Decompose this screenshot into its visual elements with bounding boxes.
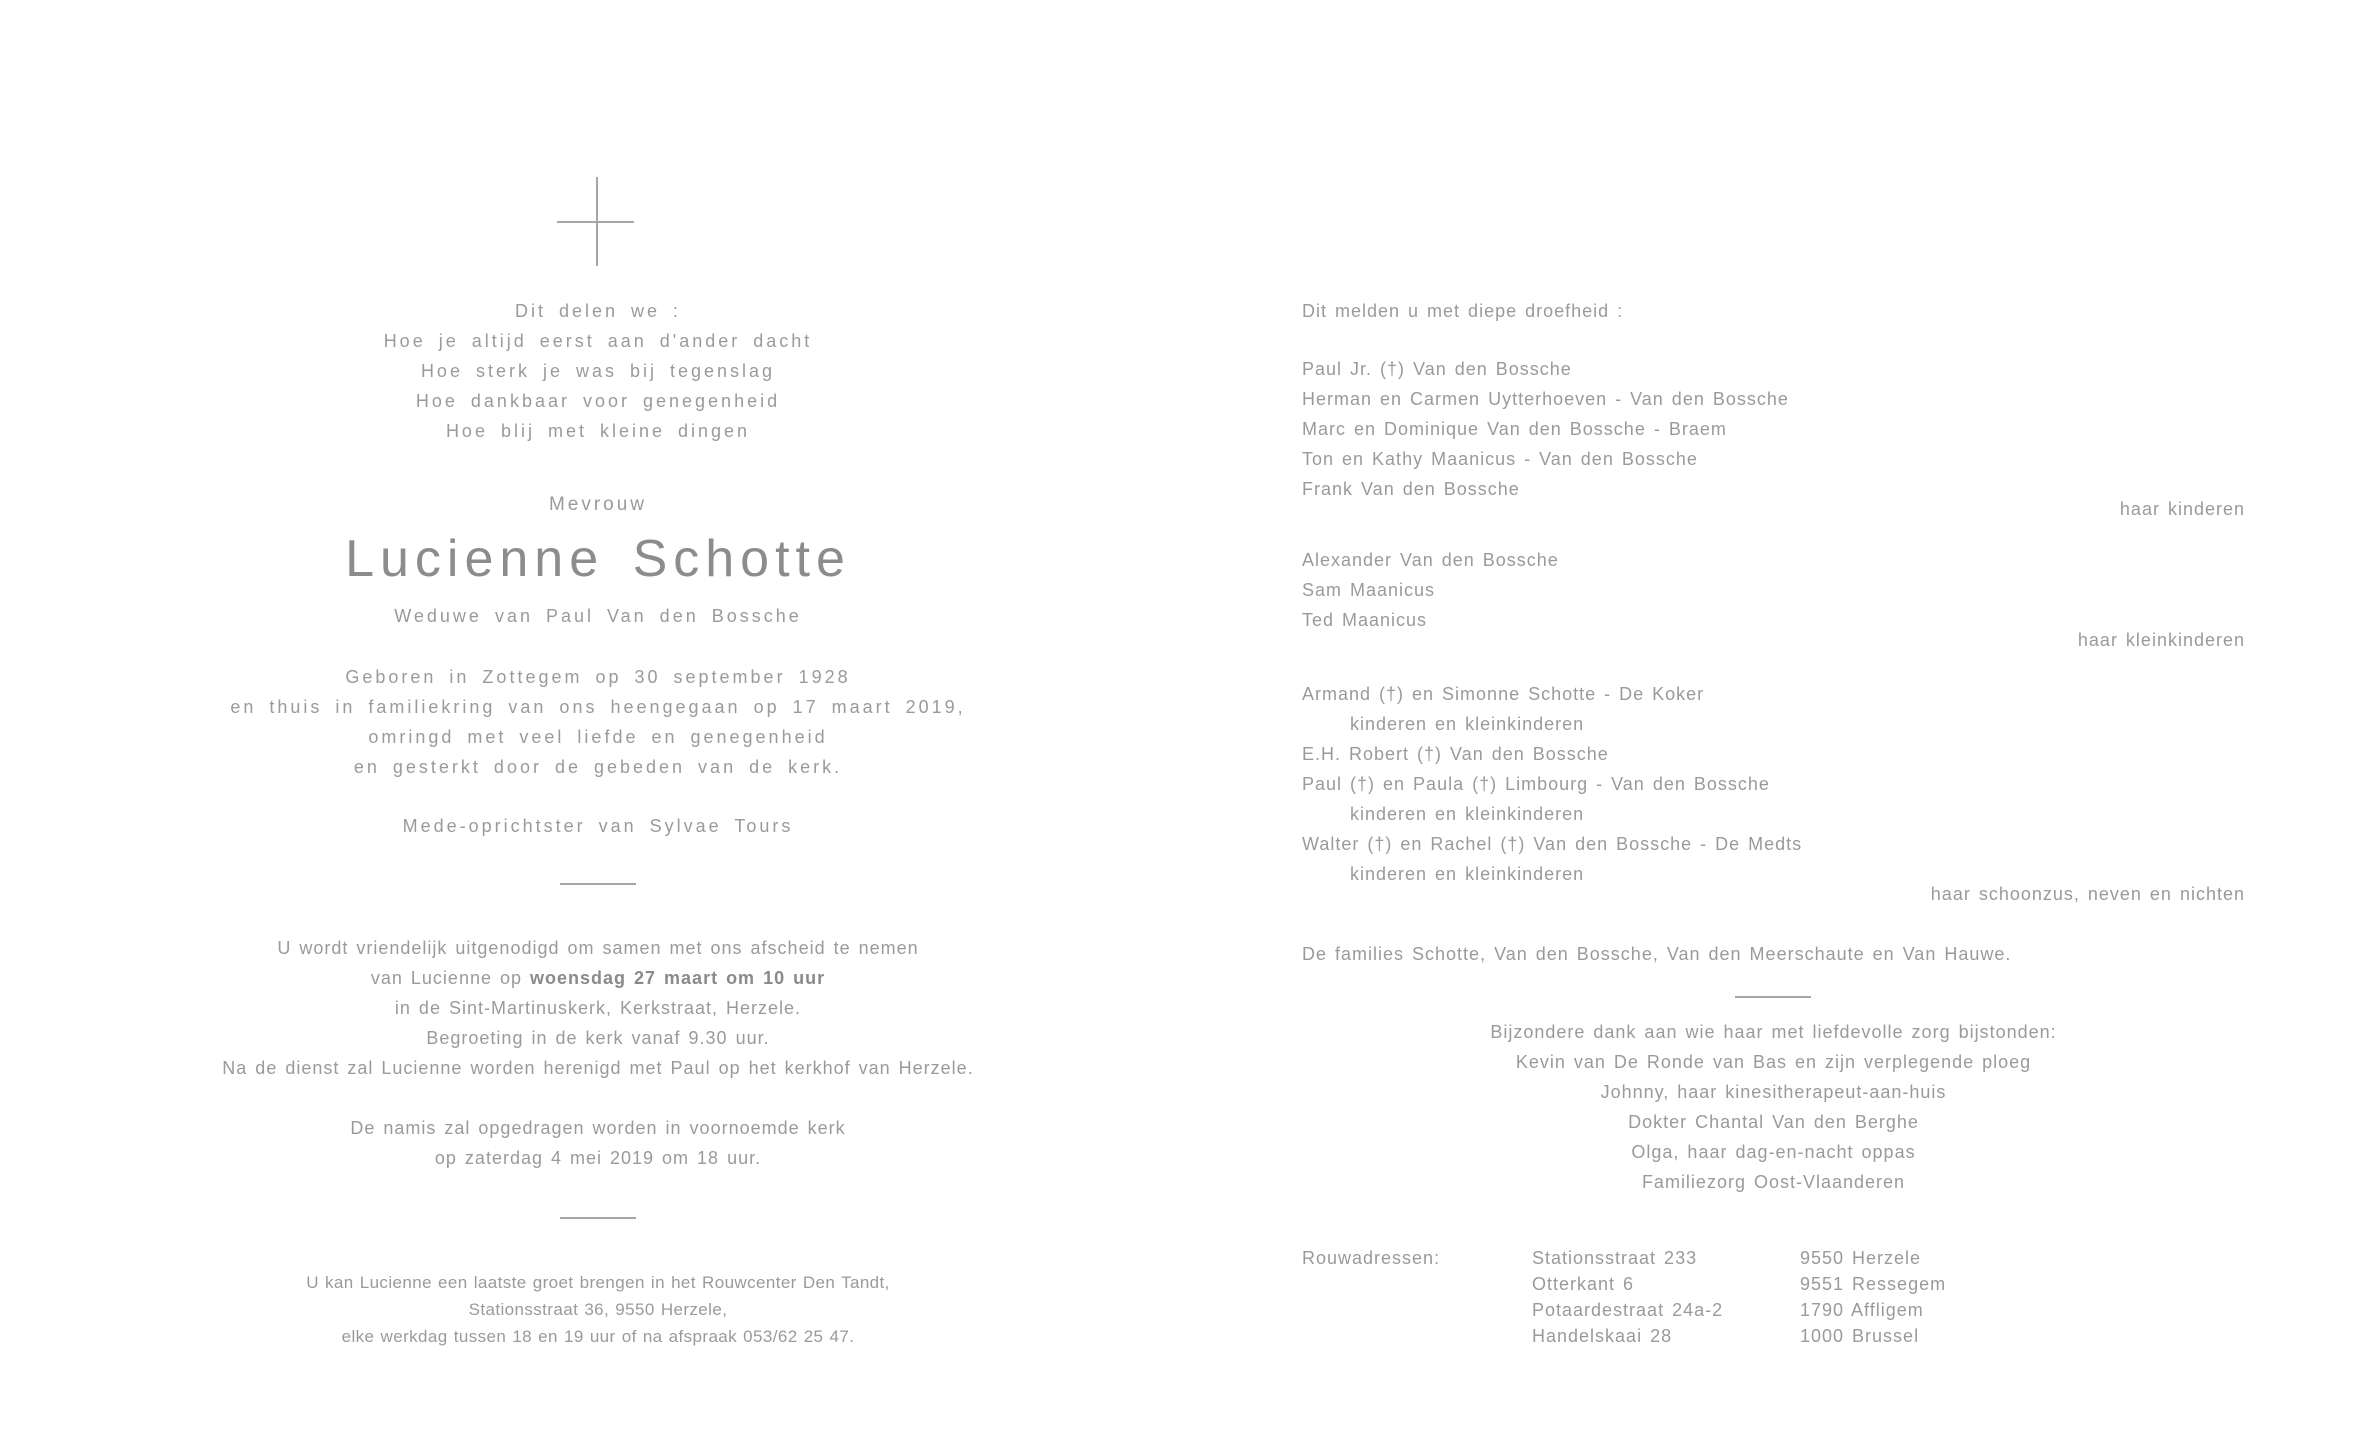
life-line: en thuis in familiekring van ons heengegaan op 17 maart 2019,: [230, 697, 966, 717]
address-city: 9550 Herzele: [1800, 1248, 1922, 1268]
mourner-subline: kinderen en kleinkinderen: [1350, 864, 1585, 884]
mourner-subline: kinderen en kleinkinderen: [1350, 804, 1585, 824]
thanks-line: Bijzondere dank aan wie haar met liefdevolle zorg bijstonden:: [1490, 1022, 2057, 1042]
invitation-line: [0, 963, 1196, 993]
cross-icon: [557, 177, 634, 266]
visitation-block: [0, 1269, 1196, 1350]
mourner-subline: kinderen en kleinkinderen: [1350, 714, 1585, 734]
mourner-name: E.H. Robert (†) Van den Bossche: [1302, 744, 1609, 764]
divider-line: [560, 1217, 636, 1219]
address-street: Stationsstraat 233: [1532, 1248, 1698, 1268]
thanks-line: Familiezorg Oost-Vlaanderen: [1641, 1172, 1906, 1192]
role-line: Mede-oprichtster van Sylvae Tours: [402, 816, 794, 836]
invitation-line: U wordt vriendelijk uitgenodigd om samen met ons afscheid te nemen: [277, 938, 919, 958]
address-row: [1302, 1323, 2245, 1349]
poem-line: Hoe blij met kleine dingen: [445, 421, 751, 441]
poem-line: Dit delen we :: [514, 301, 682, 321]
address-street: Otterkant 6: [1532, 1274, 1635, 1294]
mourner-name: Armand (†) en Simonne Schotte - De Koker: [1302, 684, 1705, 704]
addresses-label-spacer: [1302, 1297, 1532, 1323]
address-row: [1302, 1245, 2245, 1271]
mass-block: [0, 1113, 1196, 1173]
mourner-name: Marc en Dominique Van den Bossche - Braem: [1302, 419, 1727, 439]
mourner-name: Frank Van den Bossche: [1302, 479, 1520, 499]
poem-line: Hoe je altijd eerst aan d'ander dacht: [383, 331, 813, 351]
life-line: en gesterkt door de gebeden van de kerk.: [353, 757, 843, 777]
thanks-line: Dokter Chantal Van den Berghe: [1628, 1112, 1919, 1132]
children-group: [1302, 354, 2245, 520]
thanks-line: Olga, haar dag-en-nacht oppas: [1631, 1142, 1916, 1162]
mourning-addresses: [1302, 1245, 2245, 1349]
grandchildren-group: [1302, 545, 2245, 651]
honorific: Mevrouw: [548, 494, 648, 515]
addresses-label: Rouwadressen:: [1302, 1248, 1441, 1268]
visitation-line: Stationsstraat 36, 9550 Herzele,: [468, 1300, 728, 1319]
address-street: Potaardestraat 24a-2: [1532, 1300, 1724, 1320]
poem-block: [0, 296, 1196, 446]
visitation-line: elke werkdag tussen 18 en 19 uur of na afspraak 053/62 25 47.: [341, 1327, 855, 1346]
address-row: [1302, 1297, 2245, 1323]
poem-line: Hoe dankbaar voor genegenheid: [415, 391, 781, 411]
extended-family-group: [1302, 679, 2245, 905]
mass-line: De namis zal opgedragen worden in voornoemde kerk: [350, 1118, 846, 1138]
cross-horizontal-line: [557, 221, 634, 223]
thanks-line: Johnny, haar kinesitherapeut-aan-huis: [1600, 1082, 1947, 1102]
thanks-line: Kevin van De Ronde van Bas en zijn verplegende ploeg: [1515, 1052, 2032, 1072]
relation-label: haar kinderen: [2119, 499, 2245, 519]
mass-line: op zaterdag 4 mei 2019 om 18 uur.: [434, 1148, 762, 1168]
families-line: De families Schotte, Van den Bossche, Van den Meerschaute en Van Hauwe.: [1302, 944, 2012, 964]
addresses-label-spacer: [1302, 1323, 1532, 1349]
visitation-line: U kan Lucienne een laatste groet brengen in het Rouwcenter Den Tandt,: [306, 1273, 890, 1292]
announcement-intro: Dit melden u met diepe droefheid :: [1302, 301, 1624, 321]
address-city: 9551 Ressegem: [1800, 1274, 1947, 1294]
divider-line: [1735, 996, 1811, 998]
divider-line: [560, 883, 636, 885]
thanks-block: [1302, 1017, 2245, 1197]
mourner-name: Paul Jr. (†) Van den Bossche: [1302, 359, 1572, 379]
life-line: Geboren in Zottegem op 30 september 1928: [345, 667, 851, 687]
relation-label: haar schoonzus, neven en nichten: [1930, 884, 2245, 904]
mourner-name: Paul (†) en Paula (†) Limbourg - Van den Bossche: [1302, 774, 1770, 794]
invitation-line: in de Sint-Martinuskerk, Kerkstraat, Herzele.: [394, 998, 802, 1018]
mourner-name: Alexander Van den Bossche: [1302, 550, 1559, 570]
relation-label: haar kleinkinderen: [2077, 630, 2245, 650]
mourner-name: Herman en Carmen Uytterhoeven - Van den Bossche: [1302, 389, 1789, 409]
invitation-block: [0, 933, 1196, 1083]
address-city: 1000 Brussel: [1800, 1326, 1920, 1346]
mourner-name: Ton en Kathy Maanicus - Van den Bossche: [1302, 449, 1698, 469]
mourner-name: Walter (†) en Rachel (†) Van den Bossche - De Medts: [1302, 834, 1803, 854]
invitation-date-prefix: van Lucienne op: [370, 968, 530, 988]
mourner-name: Ted Maanicus: [1302, 610, 1428, 630]
address-street: Handelskaai 28: [1532, 1326, 1673, 1346]
invitation-date-bold: woensdag 27 maart om 10 uur: [530, 968, 826, 988]
deceased-name: Lucienne Schotte: [345, 530, 851, 588]
life-line: omringd met veel liefde en genegenheid: [368, 727, 828, 747]
addresses-label-spacer: [1302, 1271, 1532, 1297]
address-city: 1790 Affligem: [1800, 1300, 1924, 1320]
poem-line: Hoe sterk je was bij tegenslag: [420, 361, 776, 381]
widow-line: Weduwe van Paul Van den Bossche: [394, 606, 802, 626]
invitation-line: Begroeting in de kerk vanaf 9.30 uur.: [426, 1028, 770, 1048]
invitation-line: Na de dienst zal Lucienne worden herenigd met Paul op het kerkhof van Herzele.: [222, 1058, 974, 1078]
address-row: [1302, 1271, 2245, 1297]
life-dates-block: [0, 662, 1196, 782]
mourner-name: Sam Maanicus: [1302, 580, 1436, 600]
